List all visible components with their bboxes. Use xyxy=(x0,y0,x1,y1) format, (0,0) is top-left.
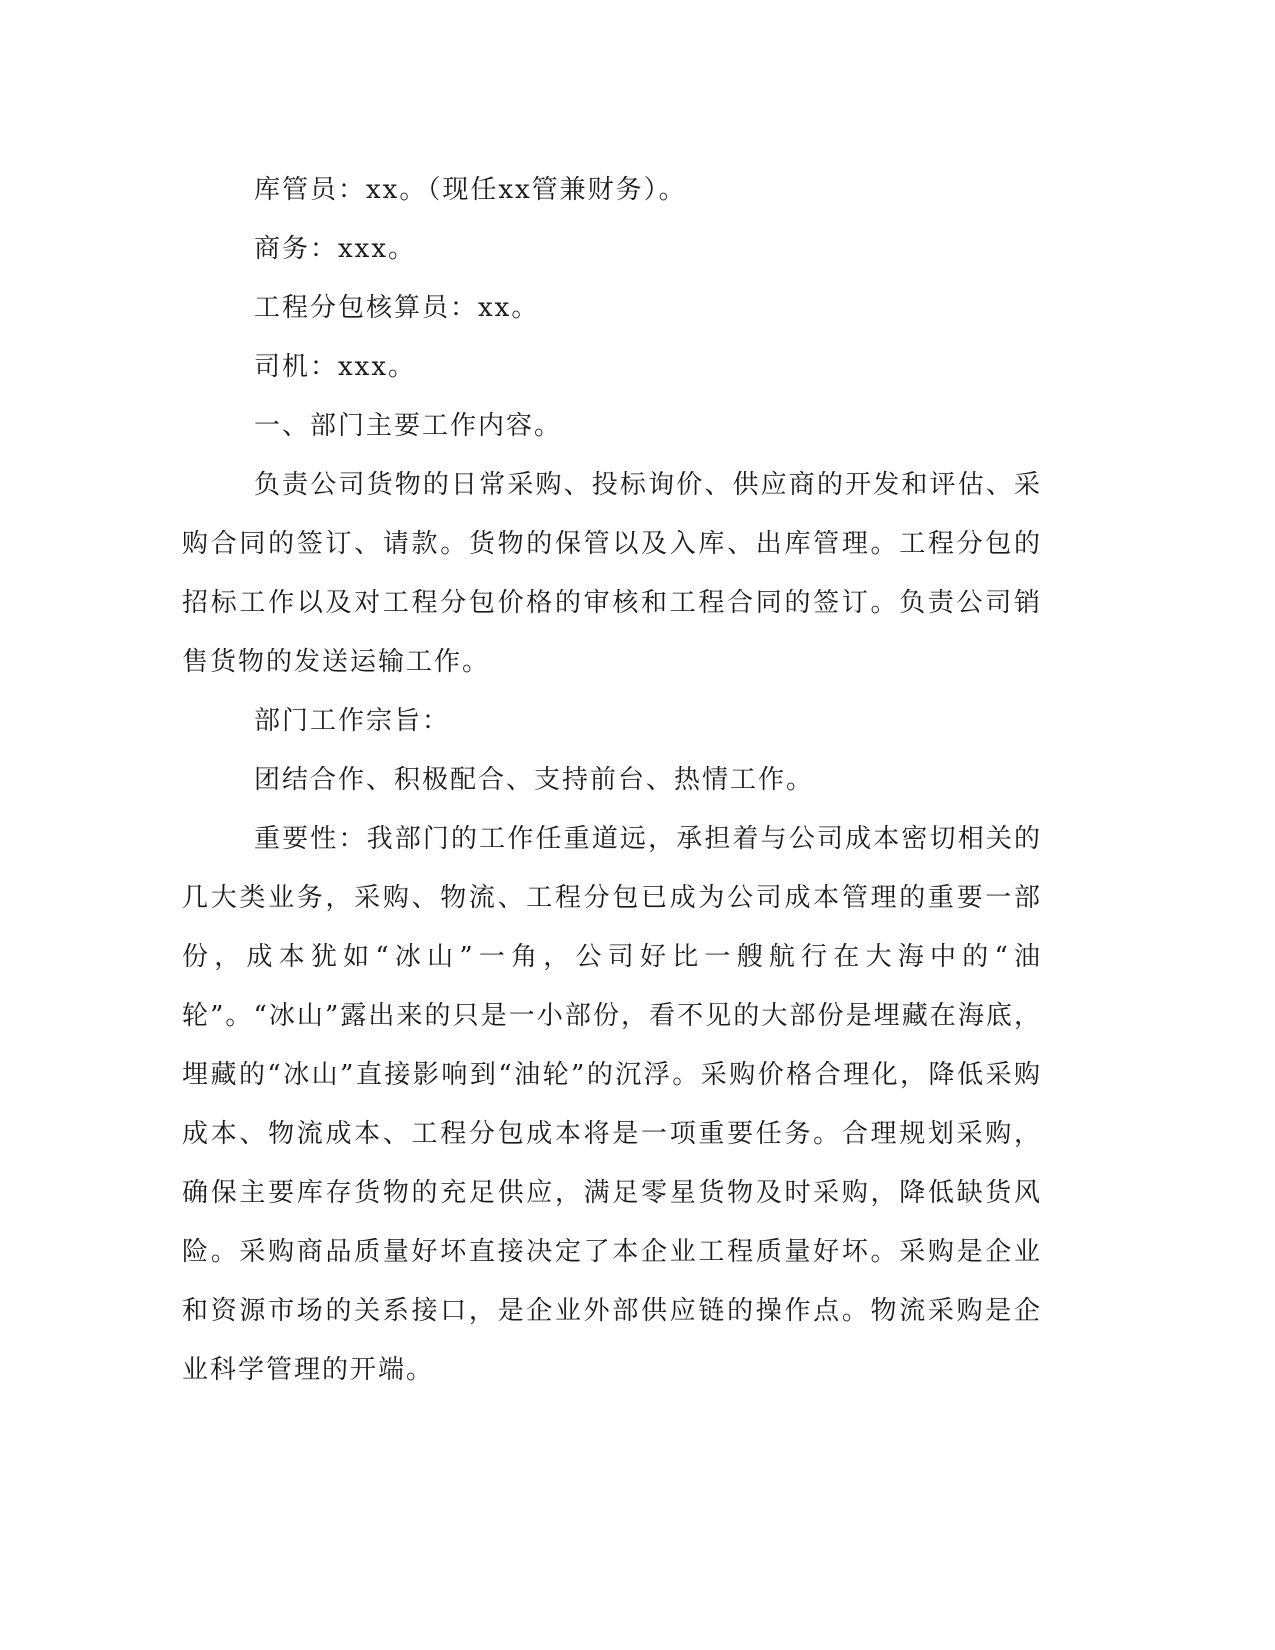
document-body xyxy=(182,161,1042,1400)
staff-commerce: 商务：xxx。 xyxy=(254,234,416,264)
purpose-paragraph: 团结合作、积极配合、支持前台、热情工作。 xyxy=(254,765,815,795)
importance-paragraph: 重要性：我部门的工作任重道远，承担着与公司成本密切相关的几大类业务，采购、物流、工程分包已成为公司成本管理的重要一部份，成本犹如“冰山”一角，公司好比一艘航行在大海中的“油轮”。“冰山”露出来的只是一小部份，看不见的大部份是埋藏在海底，埋藏的“冰山”直接影响到“油轮”的沉浮。采购价格合理化，降低采购成本、物流成本、工程分包成本将是一项重要任务。合理规划采购，确保主要库存货物的充足供应，满足零星货物及时采购，降低缺货风险。采购商品质量好坏直接决定了本企业工程质量好坏。采购是企业和资源市场的关系接口，是企业外部供应链的操作点。物流采购是企业科学管理的开端。 xyxy=(182,824,1042,1385)
staff-subcontract-accountant: 工程分包核算员：xx。 xyxy=(254,293,540,323)
section-heading: 一、部门主要工作内容。 xyxy=(254,411,563,441)
purpose-heading: 部门工作宗旨： xyxy=(254,706,451,736)
staff-storekeeper: 库管员：xx。（现任xx管兼财务）。 xyxy=(254,175,687,205)
work-content-paragraph: 负责公司货物的日常采购、投标询价、供应商的开发和评估、采购合同的签订、请款。货物的保管以及入库、出库管理。工程分包的招标工作以及对工程分包价格的审核和工程合同的签订。负责公司销售货物的发送运输工作。 xyxy=(182,470,1042,677)
staff-driver: 司机：xxx。 xyxy=(254,352,416,382)
